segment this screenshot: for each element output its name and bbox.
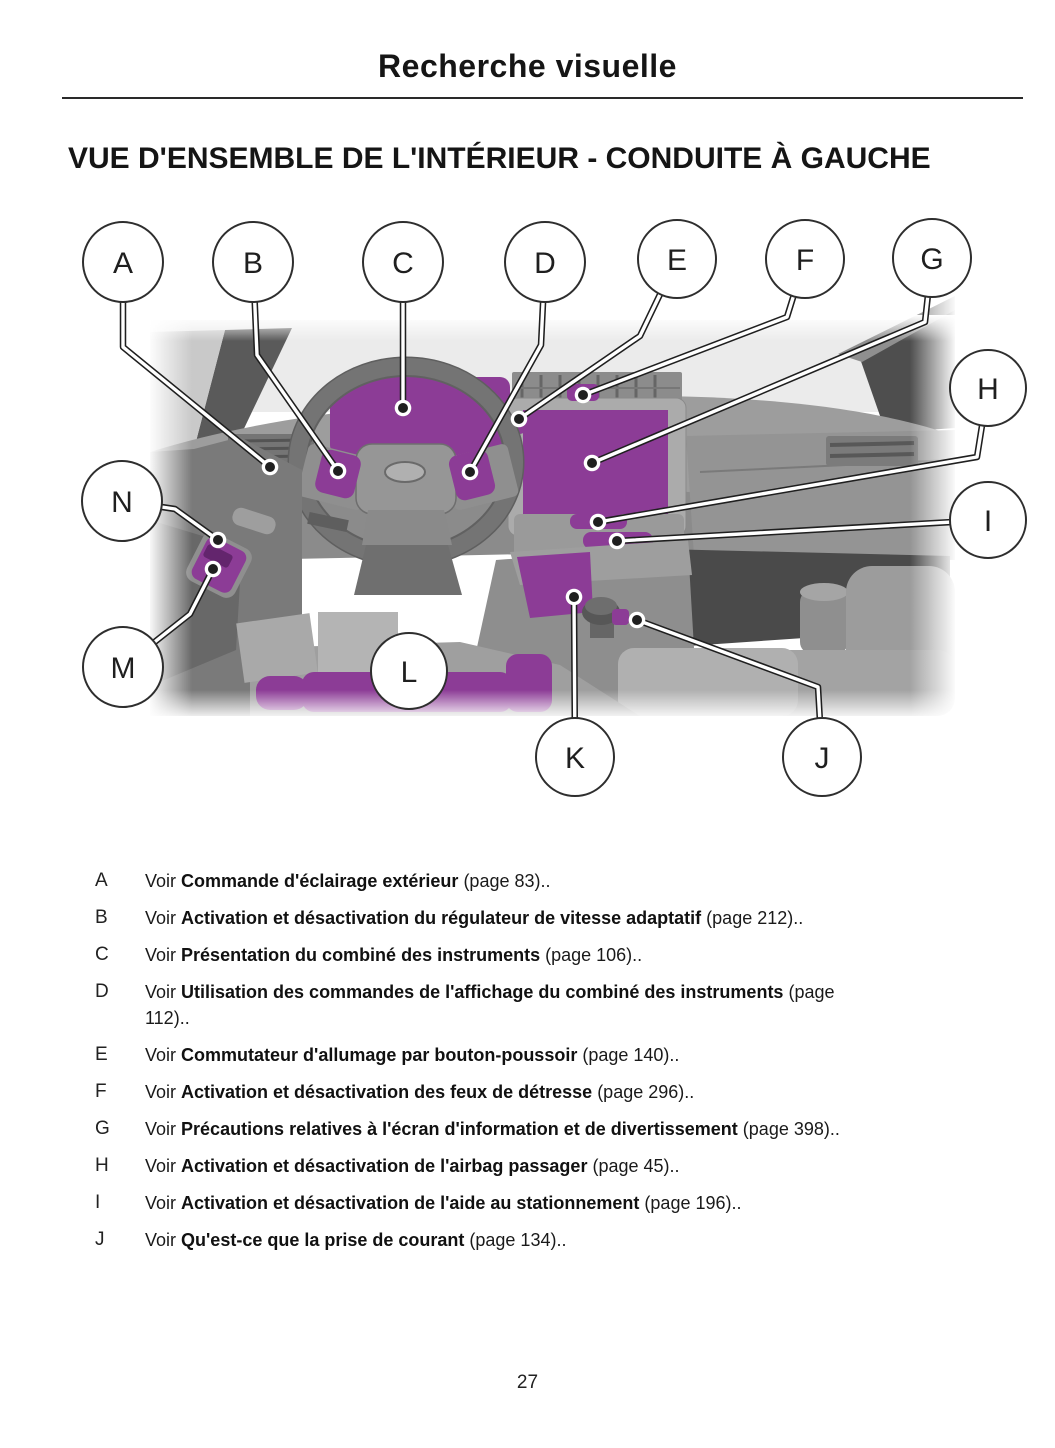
legend-text <box>145 1153 845 1179</box>
legend-item-J[interactable] <box>95 1227 905 1253</box>
legend-title: Commande d'éclairage extérieur <box>181 871 459 891</box>
legend-page-ref: (page 112).. <box>145 982 835 1028</box>
legend-text <box>145 1042 845 1068</box>
legend-text <box>145 1227 845 1253</box>
legend-text <box>145 942 845 968</box>
legend-title: Commutateur d'allumage par bouton-poussoir <box>181 1045 578 1065</box>
leader-dot-J <box>632 615 642 625</box>
legend-letter: F <box>95 1081 107 1102</box>
callout-H <box>950 350 1026 426</box>
legend-title: Activation et désactivation des feux de détresse <box>181 1082 593 1102</box>
legend-page-ref: (page 134).. <box>464 1230 567 1250</box>
callout-letter: E <box>666 243 688 277</box>
right-vents <box>826 436 918 466</box>
legend-see-label: Voir <box>145 982 182 1002</box>
ford-logo <box>385 462 425 482</box>
legend-page-ref: (page 140).. <box>577 1045 680 1065</box>
legend-see-label: Voir <box>145 1045 182 1065</box>
legend-see-label: Voir <box>145 1119 182 1139</box>
legend-item-H[interactable] <box>95 1153 905 1179</box>
legend-see-label: Voir <box>145 908 182 928</box>
leader-dot-G <box>587 458 597 468</box>
legend-page-ref: (page 196).. <box>639 1193 742 1213</box>
leader-dot-E <box>514 414 524 424</box>
callout-I <box>950 482 1026 558</box>
page-number: 27 <box>516 1372 539 1393</box>
callout-A <box>83 222 163 302</box>
legend-item-A[interactable] <box>95 868 905 894</box>
legend-see-label: Voir <box>145 1193 182 1213</box>
leader-dot-B <box>333 466 343 476</box>
legend-item-F[interactable] <box>95 1079 905 1105</box>
legend-page-ref: (page 296).. <box>592 1082 695 1102</box>
callout-C <box>363 222 443 302</box>
leader-dot-H <box>593 517 603 527</box>
legend-see-label: Voir <box>145 1082 182 1102</box>
legend-letter: B <box>95 907 108 928</box>
leader-dot-A <box>265 462 275 472</box>
callout-G <box>893 219 971 297</box>
legend-title: Qu'est-ce que la prise de courant <box>181 1230 465 1250</box>
legend-page-ref: (page 212).. <box>701 908 804 928</box>
callout-letter: H <box>977 372 999 406</box>
leader-dot-M <box>208 564 218 574</box>
callout-letter: D <box>534 246 556 280</box>
leader-dot-I <box>612 536 622 546</box>
leader-dot-C <box>398 403 408 413</box>
legend-item-D[interactable] <box>95 979 905 1031</box>
legend-see-label: Voir <box>145 871 182 891</box>
callout-J <box>783 718 861 796</box>
legend-text <box>145 1079 845 1105</box>
leader-dot-D <box>465 467 475 477</box>
legend-text <box>145 1116 845 1142</box>
callout-E <box>638 220 716 298</box>
legend-page-ref: (page 106).. <box>540 945 643 965</box>
legend-letter: G <box>95 1118 110 1139</box>
callout-letter: G <box>920 242 944 276</box>
callout-letter: N <box>111 485 133 519</box>
legend-text <box>145 1190 845 1216</box>
legend-see-label: Voir <box>145 1156 182 1176</box>
callout-letter: C <box>392 246 414 280</box>
legend-page-ref: (page 45).. <box>587 1156 680 1176</box>
highlight-power-outlet <box>612 609 629 625</box>
legend-text <box>145 905 845 931</box>
callout-letter: J <box>814 741 830 775</box>
legend-see-label: Voir <box>145 1230 182 1250</box>
legend-list <box>95 868 905 1264</box>
callout-F <box>766 220 844 298</box>
callout-L <box>371 633 447 709</box>
legend-letter: E <box>95 1044 108 1065</box>
leader-dot-N <box>213 535 223 545</box>
legend-title: Activation et désactivation de l'aide au stationnement <box>181 1193 640 1213</box>
callout-letter: F <box>795 243 815 277</box>
legend-item-E[interactable] <box>95 1042 905 1068</box>
legend-page-ref: (page 83).. <box>458 871 551 891</box>
section-title: VUE D'ENSEMBLE DE L'INTÉRIEUR - CONDUITE À GAUCHE <box>68 142 931 175</box>
callout-letter: B <box>242 246 264 280</box>
leader-dot-K <box>569 592 579 602</box>
callout-letter: I <box>983 504 993 538</box>
leader-dot-F <box>578 390 588 400</box>
legend-letter: H <box>95 1155 109 1176</box>
legend-text <box>145 979 845 1031</box>
callout-B <box>213 222 293 302</box>
legend-item-I[interactable] <box>95 1190 905 1216</box>
interior-diagram-svg <box>60 215 1040 805</box>
legend-item-B[interactable] <box>95 905 905 931</box>
callout-letter: L <box>400 655 418 689</box>
header-divider <box>62 97 1023 99</box>
legend-letter: J <box>95 1229 105 1250</box>
legend-letter: D <box>95 981 109 1002</box>
interior-overview-diagram <box>60 215 1040 805</box>
callout-letter: M <box>110 651 136 685</box>
legend-letter: A <box>95 870 108 891</box>
page-header: Recherche visuelle <box>378 48 677 84</box>
callout-M <box>83 627 163 707</box>
legend-title: Présentation du combiné des instruments <box>181 945 541 965</box>
legend-title: Activation et désactivation du régulateur de vitesse adaptatif <box>181 908 702 928</box>
callout-K <box>536 718 614 796</box>
legend-letter: C <box>95 944 109 965</box>
callout-letter: A <box>112 246 134 280</box>
legend-page-ref: (page 398).. <box>737 1119 840 1139</box>
legend-letter: I <box>95 1192 101 1213</box>
callout-N <box>82 461 162 541</box>
legend-title: Activation et désactivation de l'airbag passager <box>181 1156 588 1176</box>
legend-see-label: Voir <box>145 945 182 965</box>
callout-D <box>505 222 585 302</box>
legend-item-G[interactable] <box>95 1116 905 1142</box>
legend-title: Utilisation des commandes de l'affichage du combiné des instruments <box>181 982 784 1002</box>
legend-title: Précautions relatives à l'écran d'information et de divertissement <box>181 1119 738 1139</box>
highlight-console-panel <box>517 552 593 618</box>
callout-letter: K <box>564 741 586 775</box>
legend-text <box>145 868 845 894</box>
legend-item-C[interactable] <box>95 942 905 968</box>
